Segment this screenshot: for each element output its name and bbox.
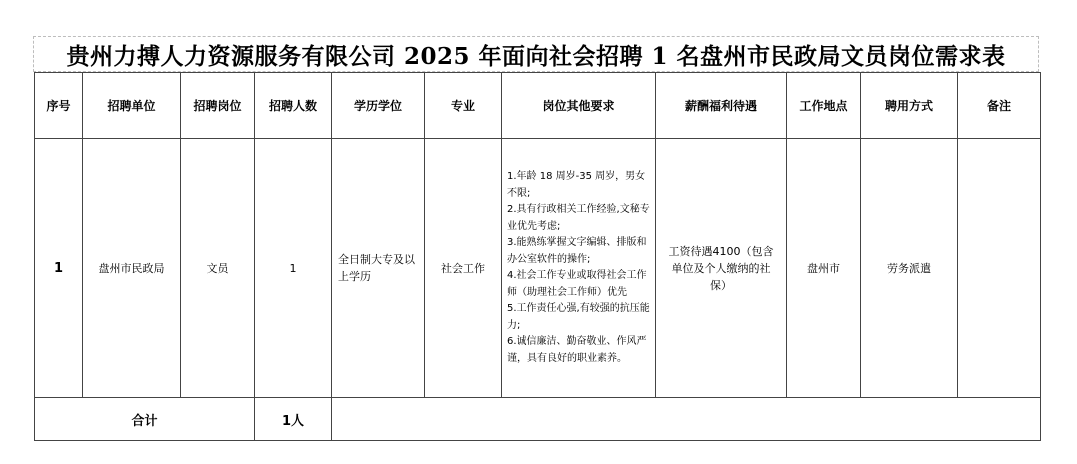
total-row	[35, 398, 1041, 441]
header-education: 学历学位	[332, 73, 425, 139]
requirement-item: 5.工作责任心强,有较强的抗压能力;	[507, 303, 650, 331]
header-position: 招聘岗位	[181, 73, 255, 139]
title-box	[33, 36, 1039, 72]
header-count: 招聘人数	[255, 73, 332, 139]
cell-salary: 工资待遇4100（包含单位及个人缴纳的社保）	[656, 139, 787, 398]
header-seq: 序号	[35, 73, 83, 139]
cell-education: 全日制大专及以上学历	[332, 139, 425, 398]
header-remark: 备注	[958, 73, 1041, 139]
header-salary: 薪酬福利待遇	[656, 73, 787, 139]
requirement-item: 4.社会工作专业或取得社会工作师（助理社会工作师）优先	[507, 270, 647, 298]
table-header-row	[35, 73, 1041, 139]
requirement-item: 3.能熟练掌握文字编辑、排版和办公室软件的操作;	[507, 237, 647, 265]
cell-remark	[958, 139, 1041, 398]
cell-unit: 盘州市民政局	[83, 139, 181, 398]
header-unit: 招聘单位	[83, 73, 181, 139]
document-title: 贵州力搏人力资源服务有限公司 2025 年面向社会招聘 1 名盘州市民政局文员岗位需求表	[66, 42, 1006, 70]
header-requirements: 岗位其他要求	[502, 73, 656, 139]
job-requirements-table	[34, 72, 1041, 441]
cell-location: 盘州市	[787, 139, 861, 398]
requirement-item: 2.具有行政相关工作经验,文秘专业优先考虑;	[507, 204, 650, 232]
cell-requirements	[502, 139, 656, 398]
total-value: 1人	[255, 398, 332, 441]
requirement-item: 1.年龄 18 周岁-35 周岁，男女不限;	[507, 171, 646, 199]
cell-count: 1	[255, 139, 332, 398]
cell-major: 社会工作	[425, 139, 502, 398]
header-major: 专业	[425, 73, 502, 139]
requirement-item: 6.诚信廉洁、勤奋敬业、作风严谨，具有良好的职业素养。	[507, 336, 647, 364]
total-empty-cell	[332, 398, 1041, 441]
header-location: 工作地点	[787, 73, 861, 139]
cell-seq: 1	[35, 139, 83, 398]
table-row	[35, 139, 1041, 398]
cell-position: 文员	[181, 139, 255, 398]
cell-employment: 劳务派遣	[861, 139, 958, 398]
total-label: 合计	[35, 398, 255, 441]
header-employment: 聘用方式	[861, 73, 958, 139]
